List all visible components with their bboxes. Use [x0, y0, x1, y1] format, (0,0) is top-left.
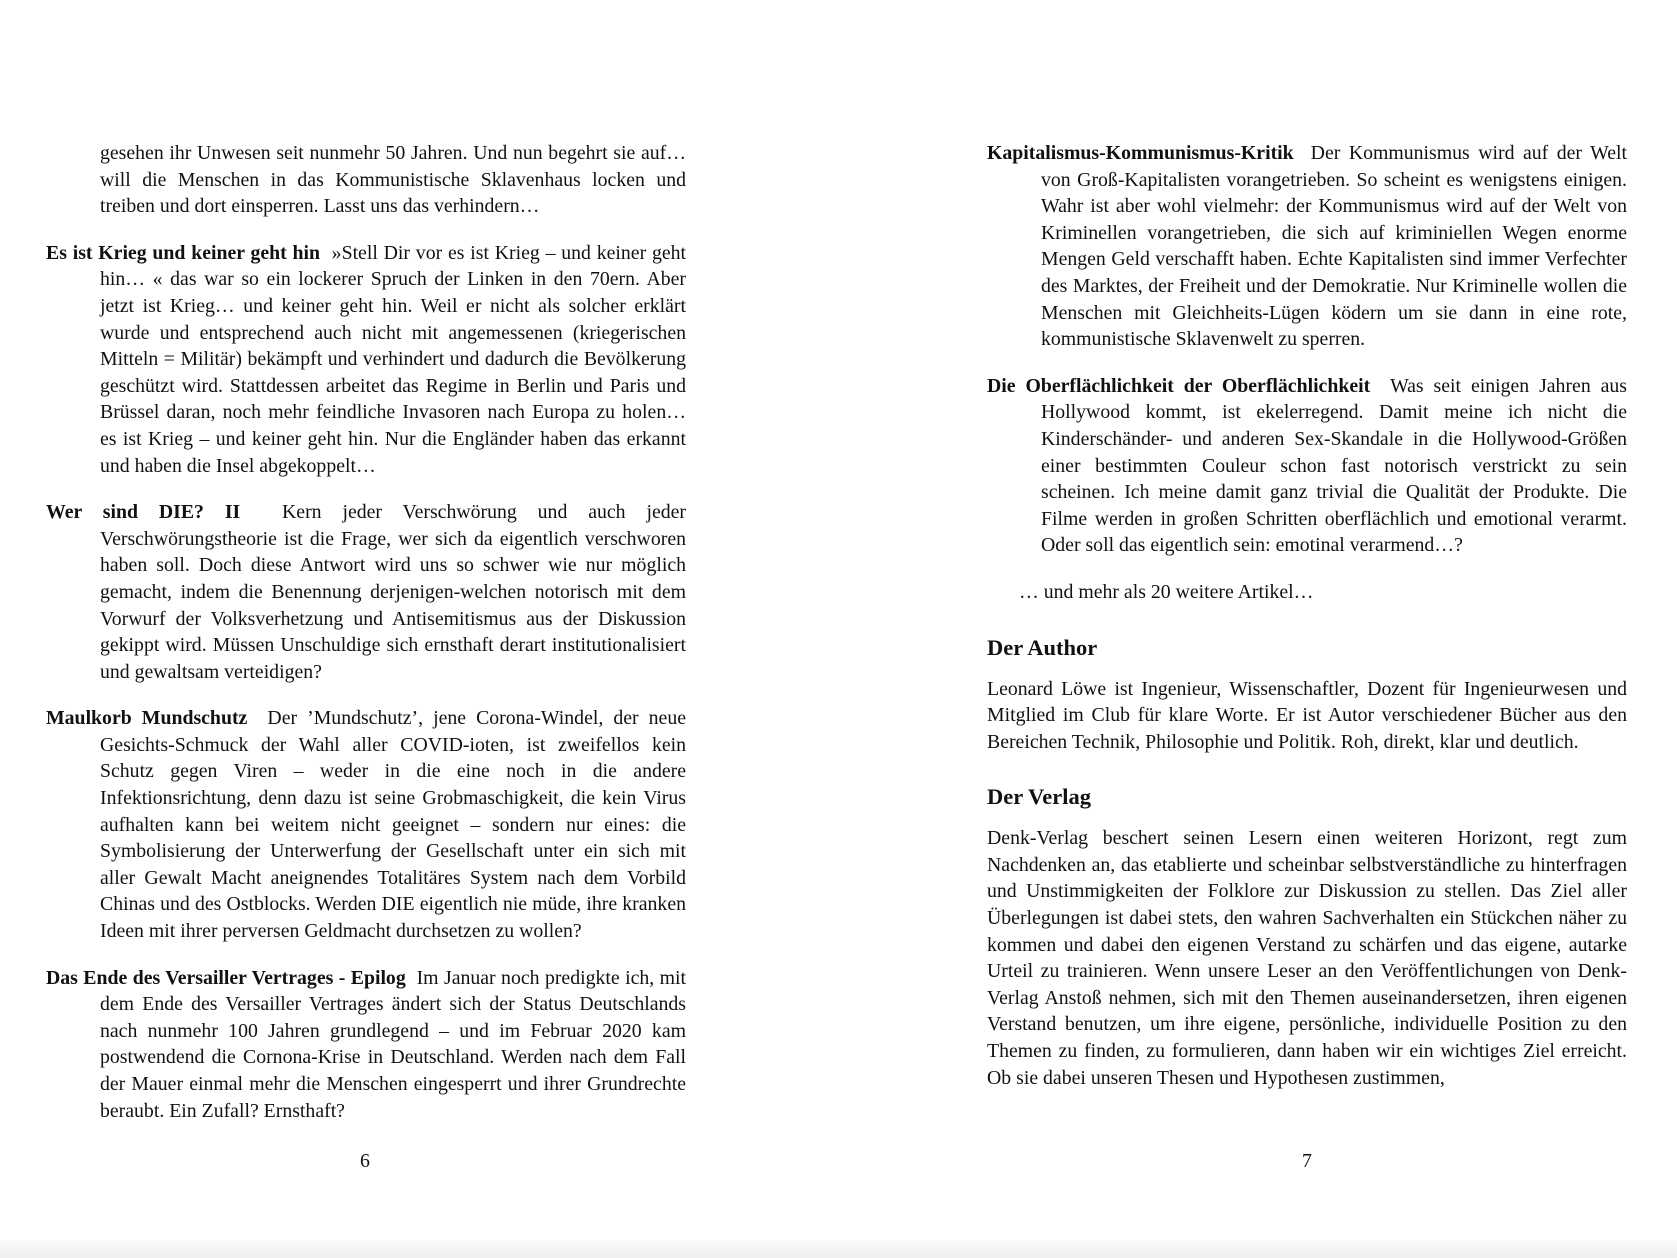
continuation-paragraph: gesehen ihr Unwesen seit nunmehr 50 Jahren. Und nun begehrt sie auf… will die Menschen in das Kommunistische Sklavenhaus locken und treiben und dort einsperren. Lasst uns das verhindern… [100, 142, 686, 218]
publisher-heading: Der Verlag [987, 784, 1091, 810]
article-entry [46, 965, 686, 1125]
article-text: »Stell Dir vor es ist Krieg – und keiner geht hin… « das war so ein lockerer Spruch der Linken in den 70ern. Aber jetzt ist Krieg… und keiner geht hin. Weil er nicht als solcher erklärt wurde und entsprechend auch nicht mit angemessenen (kriegerischen Mitteln = Militär) bekämpft und verhindert und dadurch die Bevölkerung geschützt wird. Stattdessen arbeitet das Regime in Berlin und Paris und Brüssel daran, noch mehr feindliche Invasoren nach Europa zu holen… es ist Krieg – und keiner geht hin. Nur die Engländer haben das erkannt und haben die Insel abgekoppelt… [100, 241, 687, 477]
article-entry [46, 705, 686, 944]
article-title: Das Ende des Versailler Vertrages - Epilog [46, 966, 406, 989]
page-number-right: 7 [1302, 1150, 1312, 1172]
article-text: Was seit einigen Jahren aus Hollywood kommt, ist ekelerregend. Damit meine ich nicht die Kinderschänder- und anderen Sex-Skandale in die Hollywood-Größen einer bestimmten Couleur schon fast notorisch verstrickt zu sein scheinen. Ich meine damit ganz trivial die Qualität der Produkte. Die Filme werden in großen Schritten oberflächlich und emotional verarmt. Oder soll das eigentlich sein: emotinal verarmend…? [1041, 374, 1627, 557]
article-entry [46, 499, 686, 685]
article-entry [987, 140, 1627, 353]
publisher-paragraph: Denk-Verlag beschert seinen Lesern einen weiteren Horizont, regt zum Nachdenken an, das etablierte und scheinbar selbstverständliche zu hinterfragen und Unstimmigkeiten der Folklore zur Diskussion zu stellen. Das Ziel aller Überlegungen ist dabei stets, den wahren Sachverhalten ein Stückchen näher zu kommen und dabei den eigenen Verstand zu schärfen und das eigene, autarke Urteil zu trainieren. Wenn unsere Leser an den Veröffentlichungen von Denk-Verlag Anstoß nehmen, sich mit den Themen auseinandersetzen, ihren eigenen Verstand benutzen, um ihre eigene, persönliche, individuelle Position zu den Themen zu finden, zu formulieren, dann haben wir ein wichtiges Ziel erreicht. Ob sie dabei unseren Thesen und Hypothesen zustimmen, [987, 827, 1627, 1089]
left-page [46, 140, 686, 1144]
article-text: Der Kommunismus wird auf der Welt von Groß-Kapitalisten vorangetrieben. So scheint es wenigstens einigen. Wahr ist aber wohl vielmehr: der Kommunismus wird auf der Welt von Kriminellen vorangetrieben, die sich auf kriminiellen Wegen enorme Mengen Geld verschafft haben. Echte Kapitalisten sind immer Verfechter des Marktes, der Freiheit und der Demokratie. Nur Kriminelle wollen die Menschen mit Gleichheits-Lügen ködern um sie dann in eine rote, kommunistische Sklavenwelt zu sperren. [1041, 142, 1628, 351]
article-text: Im Januar noch predigkte ich, mit dem Ende des Versailler Vertrages ändert sich der Status Deutschlands nach nunmehr 100 Jahren grundlegend – und im Februar 2020 kam postwendend die Cornona-Krise in Deutschland. Werden nach dem Fall der Mauer einmal mehr die Menschen eingesperrt und ihrer Grundrechte beraubt. Ein Zufall? Ernsthaft? [100, 966, 686, 1122]
article-text: Kern jeder Verschwörung und auch jeder Verschwörungstheorie ist die Frage, wer sich da eigentlich verschworen haben soll. Doch diese Antwort wird uns so schwer wie nur möglich gemacht, indem die Benennung derjenigen-welchen notorisch mit dem Vorwurf der Volksverhetzung und Antisemitismus aus der Diskussion gekippt wird. Müssen Unschuldige sich ernsthaft derart institutionalisiert und gewaltsam verteidigen? [100, 501, 686, 683]
right-page [987, 140, 1627, 1111]
author-heading: Der Author [987, 634, 1098, 660]
article-entry [987, 373, 1627, 559]
article-entry [46, 240, 686, 479]
article-title: Maulkorb Mundschutz [46, 707, 248, 730]
viewer-bottom-edge [0, 1240, 1677, 1258]
page-number-left: 6 [360, 1150, 370, 1172]
article-title: Es ist Krieg und keiner geht hin [46, 241, 321, 264]
article-title: Wer sind DIE? II [46, 501, 241, 524]
article-title: Kapitalismus-Kommunismus-Kritik [987, 142, 1294, 164]
more-articles-note: … und mehr als 20 weitere Artikel… [1019, 580, 1314, 603]
article-text: Der ’Mundschutz’, jene Corona-Windel, der neue Gesichts-Schmuck der Wahl aller COVID-ioten, ist zweifellos kein Schutz gegen Viren – weder in die eine noch in die andere Infektionsrichtung, denn dazu ist seine Grobmaschigkeit, die kein Virus aufhalten kann bei weitem nicht geeignet – sondern nur eines: die Symbolisierung der Unterwerfung der Gesellschaft unter ein sich mit aller Gewalt Macht aneignendes Totalitäres System nach dem Vorbild Chinas und des Ostblocks. Werden DIE eigentlich nie müde, ihre kranken Ideen mit ihrer perversen Geldmacht durchsetzen zu wollen? [100, 707, 686, 943]
article-title: Die Oberflächlichkeit der Oberflächlichkeit [987, 374, 1371, 397]
author-paragraph: Leonard Löwe ist Ingenieur, Wissenschaftler, Dozent für Ingenieurwesen und Mitglied im Club für klare Worte. Er ist Autor verschiedener Bücher aus den Bereichen Technik, Philosophie und Politik. Roh, direkt, klar und deutlich. [987, 677, 1627, 753]
